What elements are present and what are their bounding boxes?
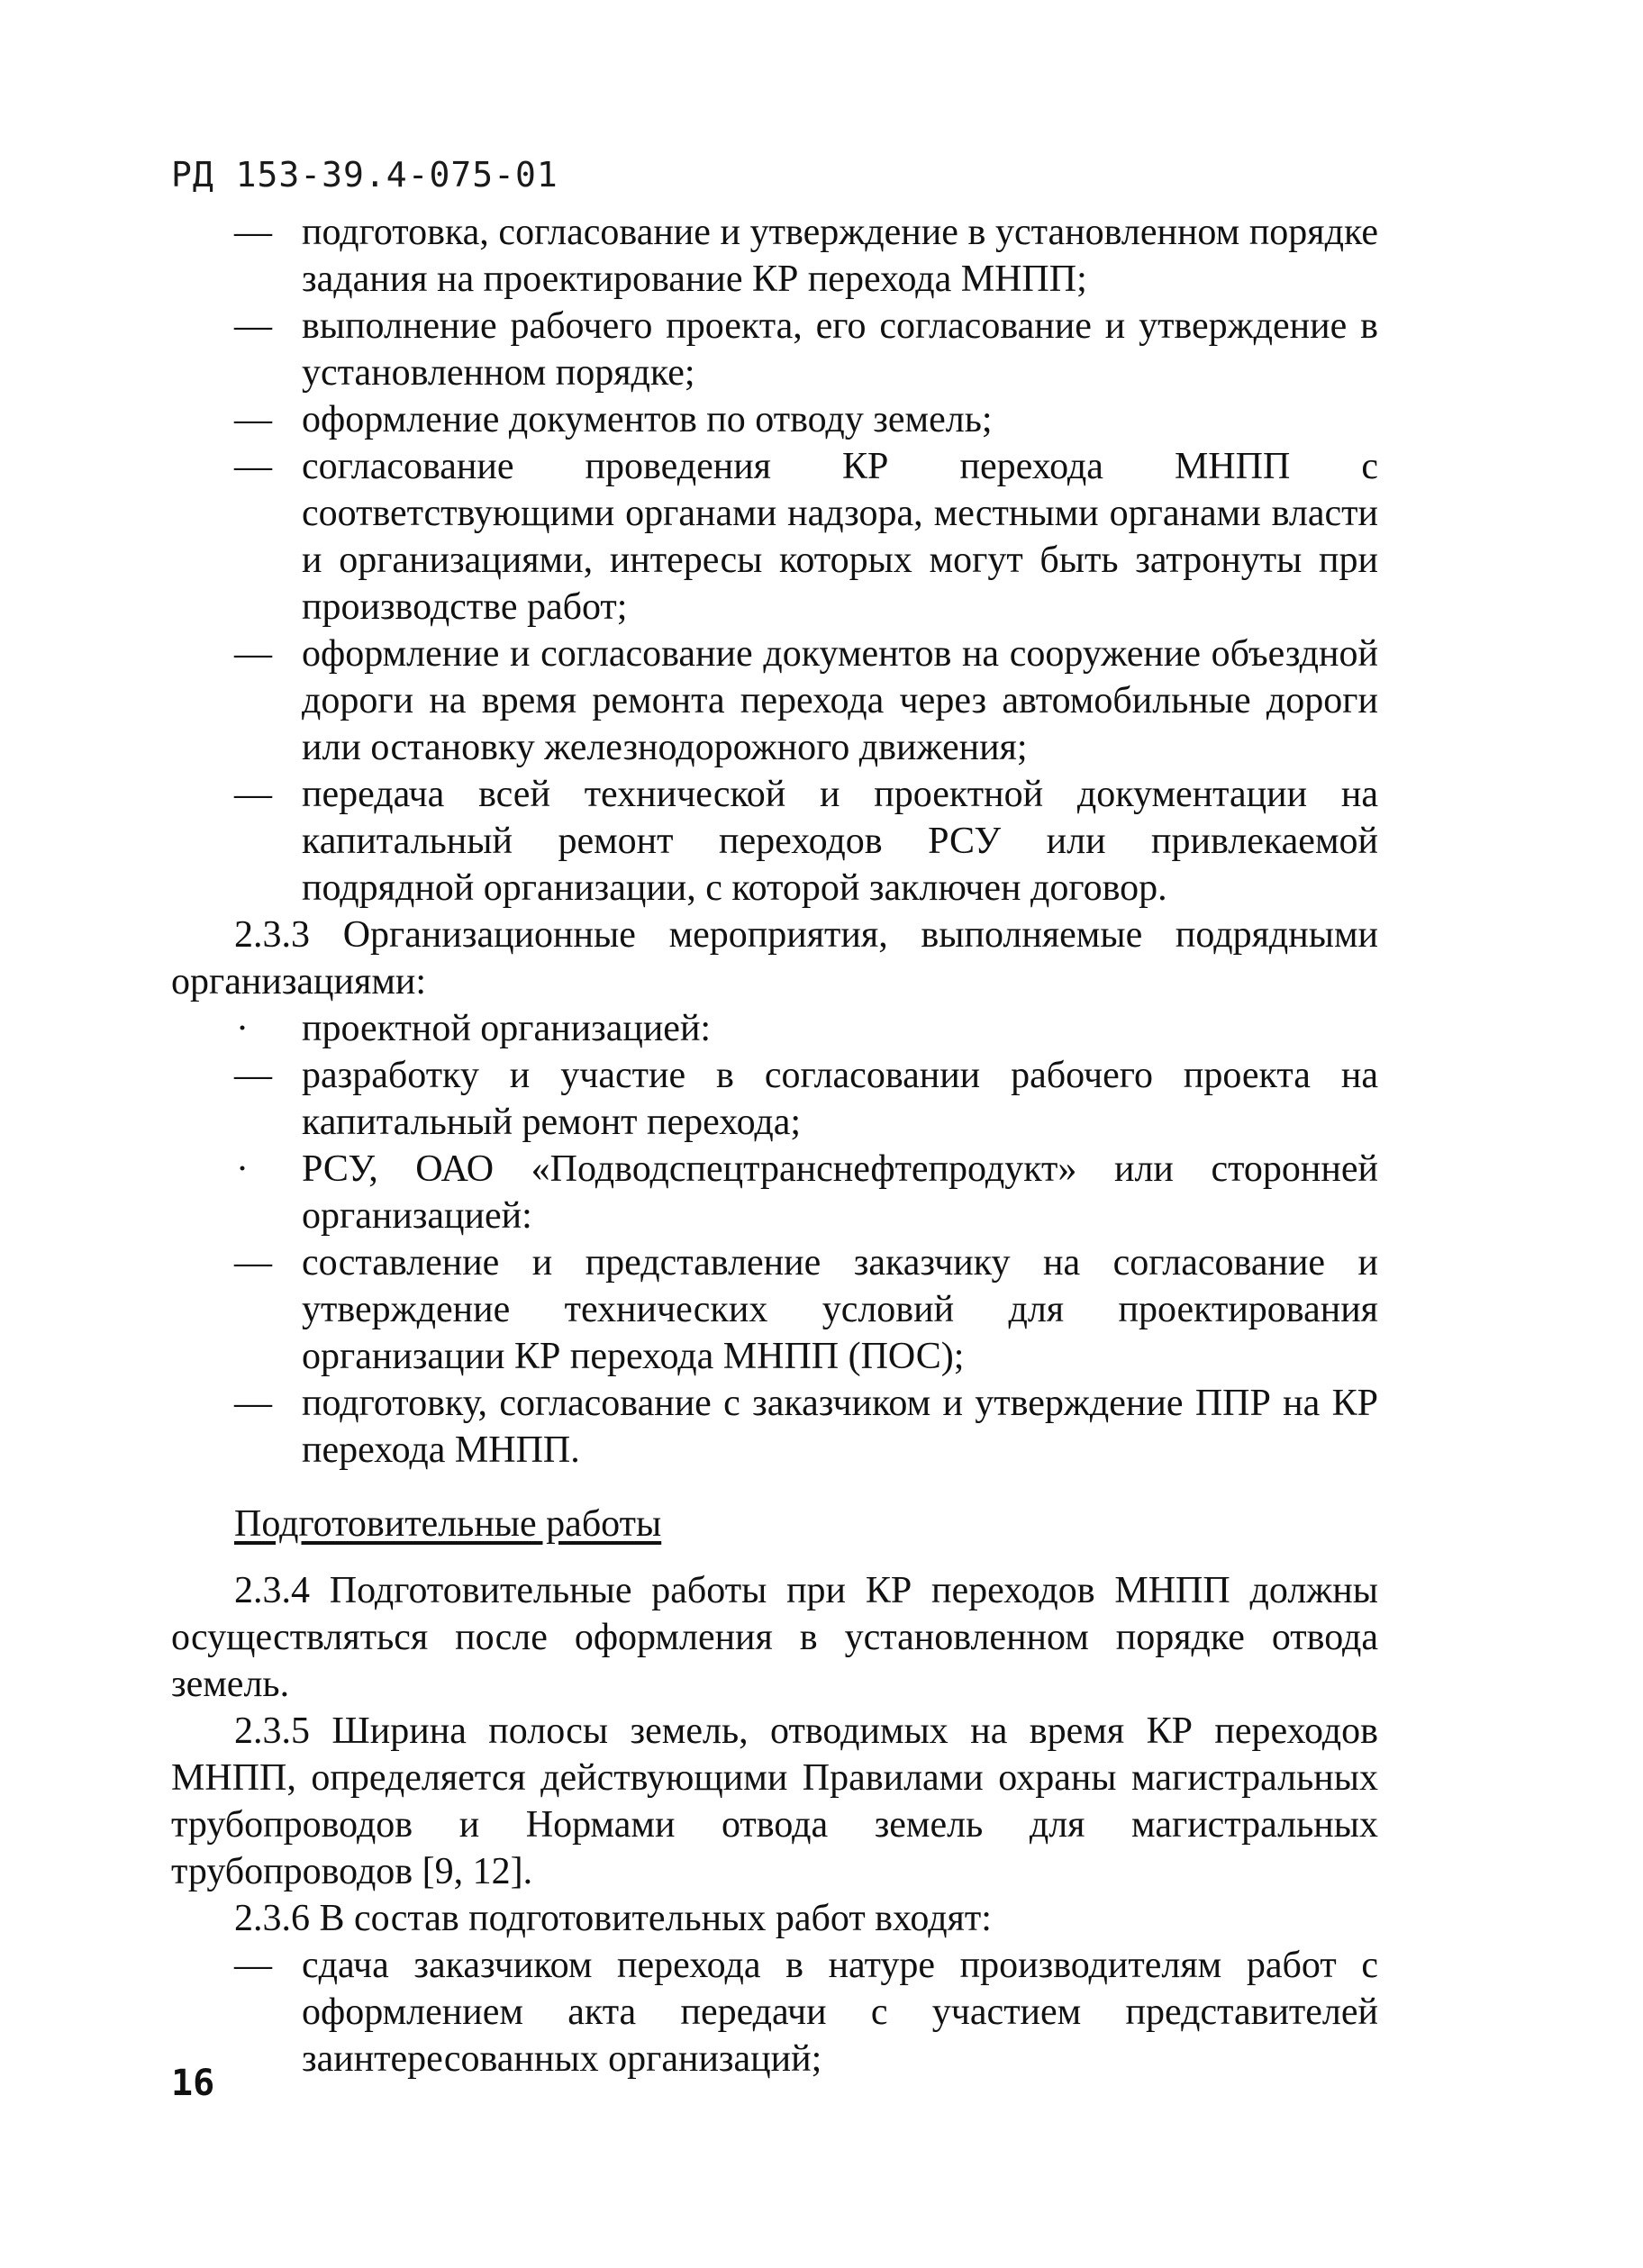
list-item [171, 209, 1378, 303]
list-item-text: передача всей технической и проектной документации на капитальный ремонт переходов РСУ или привлекаемой подрядной организации, с которой заключен договор. [302, 774, 1378, 909]
list-item [171, 396, 1378, 443]
document-body [171, 209, 1378, 2082]
paragraph-2-3-6: 2.3.6 В состав подготовительных работ входят: [234, 1898, 992, 1939]
section-title: Подготовительные работы [234, 1503, 662, 1545]
dash-marker: — [234, 1383, 272, 1424]
list-item-text: согласование проведения КР перехода МНПП с соответствующими органами надзора, местными органами власти и организациями, интересы которых могут быть затронуты при производстве работ; [302, 446, 1378, 628]
list-item-text: подготовка, согласование и утверждение в установленном порядке задания на проектирование КР перехода МНПП; [302, 212, 1378, 300]
list-item [171, 771, 1378, 912]
bullet-marker: · [236, 1148, 249, 1190]
dash-marker: — [234, 633, 272, 675]
dash-marker: — [234, 1945, 272, 1986]
paragraph-2-3-5: 2.3.5 Ширина полосы земель, отводимых на время КР переходов МНПП, определяется действующими Правилами охраны магистральных трубопроводов и Нормами отвода земель для магистральных трубопроводов [9, 12]. [171, 1710, 1378, 1892]
list-item [171, 303, 1378, 396]
bullet-item-text: проектной организацией: [302, 1008, 712, 1049]
bullet-marker: · [236, 1008, 249, 1049]
page-number: 16 [171, 2063, 215, 2104]
dash-marker: — [234, 399, 272, 440]
dash-marker: — [234, 1055, 272, 1096]
dash-marker: — [234, 446, 272, 487]
paragraph-2-3-3: 2.3.3 Организационные мероприятия, выполняемые подрядными организациями: [171, 914, 1378, 1002]
list-item [171, 1380, 1378, 1474]
list-item-text: оформление документов по отводу земель; [302, 399, 993, 440]
dash-marker: — [234, 212, 272, 253]
list-item-text: оформление и согласование документов на сооружение объездной дороги на время ремонта перехода через автомобильные дороги или остановку железнодорожного движения; [302, 633, 1378, 768]
list-item [171, 443, 1378, 631]
paragraph-2-3-4: 2.3.4 Подготовительные работы при КР переходов МНПП должны осуществляться после оформления в установленном порядке отвода земель. [171, 1570, 1378, 1705]
list-item-text: разработку и участие в согласовании рабочего проекта на капитальный ремонт перехода; [302, 1055, 1378, 1143]
document-code-header: РД 153-39.4-075-01 [171, 155, 558, 195]
bullet-item [171, 1005, 1378, 1052]
dash-marker: — [234, 774, 272, 815]
list-item [171, 1052, 1378, 1146]
list-item-text: составление и представление заказчику на согласование и утверждение технических условий для проектирования организации КР перехода МНПП (ПОС); [302, 1242, 1378, 1377]
list-item-text: подготовку, согласование с заказчиком и утверждение ППР на КР перехода МНПП. [302, 1383, 1378, 1471]
dash-marker: — [234, 305, 272, 347]
bullet-item [171, 1146, 1378, 1239]
list-item-text: выполнение рабочего проекта, его согласование и утверждение в установленном порядке; [302, 305, 1378, 394]
bullet-item-text: РСУ, ОАО «Подводспецтранснефтепродукт» или сторонней организацией: [302, 1148, 1378, 1237]
list-item [171, 1942, 1378, 2082]
list-item [171, 631, 1378, 771]
list-item [171, 1239, 1378, 1380]
list-item-text: сдача заказчиком перехода в натуре производителям работ с оформлением акта передачи с участием представителей заинтересованных организаций; [302, 1945, 1378, 2080]
dash-marker: — [234, 1242, 272, 1284]
